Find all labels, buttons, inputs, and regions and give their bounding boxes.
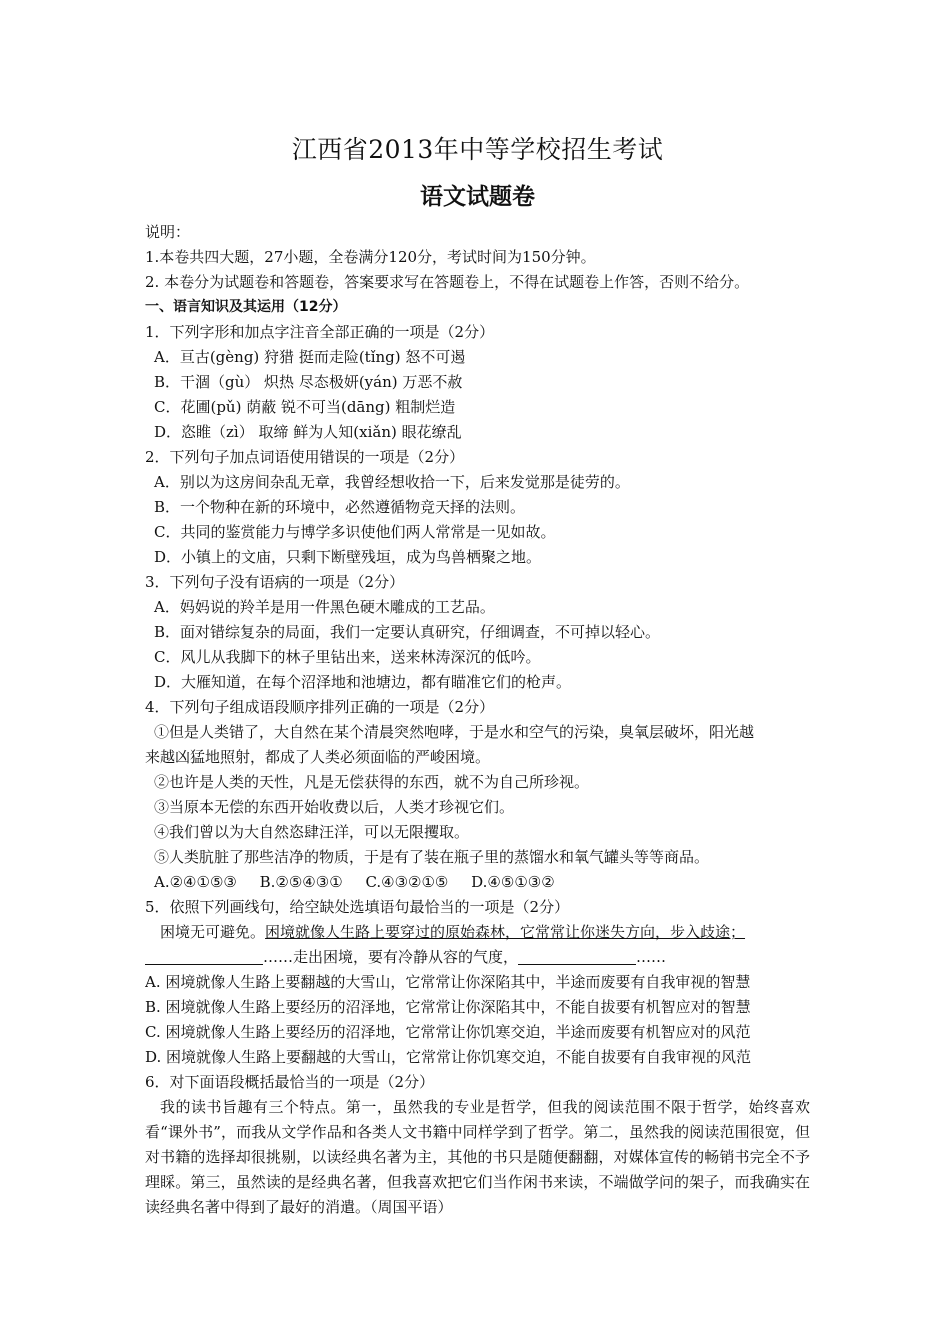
option-d: D．小镇上的文庙，只剩下断壁残垣，成为鸟兽栖聚之地。 [154, 548, 542, 566]
option-d: D．恣睢（zì） 取缔 鲜为人知(xiǎn) 眼花缭乱 [154, 423, 462, 441]
question-stem: 6．对下面语段概括最恰当的一项是（2分） [145, 1073, 435, 1091]
option-c: C. 困境就像人生路上要经历的沼泽地，它常常让你饥寒交迫，半途而废要有机智应对的风范 [145, 1023, 751, 1041]
option-a: A.②④①⑤③ [154, 873, 237, 891]
sentence-5: ⑤人类肮脏了那些洁净的物质，于是有了装在瓶子里的蒸馏水和氧气罐头等等商品。 [154, 848, 710, 866]
option-c: C．花圃(pǔ) 荫蔽 锐不可当(dāng) 粗制烂造 [154, 398, 456, 416]
sentence-1-cont: 来越凶猛地照射，都成了人类必须面临的严峻困境。 [145, 748, 491, 766]
option-a: A．妈妈说的羚羊是用一件黑色硬木雕成的工艺品。 [154, 598, 495, 616]
question-stem: 5．依照下列画线句，给空缺处选填语句最恰当的一项是（2分） [145, 898, 570, 916]
exam-page [145, 128, 810, 1220]
instructions-label: 说明： [145, 223, 191, 241]
q5-mid: ……走出困境，要有冷静从容的气度， [263, 948, 519, 966]
option-d: D. 困境就像人生路上要翻越的大雪山，它常常让你饥寒交迫，不能自拔要有自我审视的风范 [145, 1048, 752, 1066]
question-stem: 1．下列字形和加点字注音全部正确的一项是（2分） [145, 323, 495, 341]
answer-blank [145, 947, 263, 965]
option-a: A．别以为这房间杂乱无章，我曾经想收拾一下，后来发觉那是徒劳的。 [154, 473, 630, 491]
question-stem: 3．下列句子没有语病的一项是（2分） [145, 573, 405, 591]
question-stem: 4．下列句子组成语段顺序排列正确的一项是（2分） [145, 698, 495, 716]
option-b: B.②⑤④③① [259, 873, 343, 891]
sentence-2: ②也许是人类的天性，凡是无偿获得的东西，就不为自己所珍视。 [154, 773, 590, 791]
q5-prompt [145, 920, 810, 945]
q5-prompt-cont [145, 945, 810, 970]
sentence-4: ④我们曾以为大自然恣肆汪洋，可以无限攫取。 [154, 823, 470, 841]
option-d: D.④⑤①③② [471, 873, 555, 891]
q4-options [145, 870, 810, 895]
q5-tail: …… [636, 948, 667, 966]
instruction-item: 2. 本卷分为试题卷和答题卷，答案要求写在答题卷上，不得在试题卷上作答，否则不给分。 [145, 273, 750, 291]
instruction-item: 1.本卷共四大题，27小题，全卷满分120分，考试时间为150分钟。 [145, 248, 596, 266]
reading-passage: 我的读书旨趣有三个特点。第一，虽然我的专业是哲学，但我的阅读范围不限于哲学，始终喜欢看“课外书”，而我从文学作品和各类人文书籍中同样学到了哲学。第二，虽然我的阅读范围很宽，但对书籍的选择却很挑剔，以读经典名著为主，其他的书只是随便翻翻，对媒体宣传的畅销书完全不予理睬。第三，虽然读的是经典名著，但我喜欢把它们当作闲书来读，不端做学问的架子，而我确实在读经典名著中得到了最好的消遣。（周国平语） [145, 1098, 810, 1216]
option-b: B．面对错综复杂的局面，我们一定要认真研究，仔细调查，不可掉以轻心。 [154, 623, 661, 641]
sentence-1: ①但是人类错了，大自然在某个清晨突然咆哮，于是水和空气的污染，臭氧层破坏，阳光越 [154, 723, 755, 741]
underlined-sentence: 困境就像人生路上要穿过的原始森林，它常常让你迷失方向，步入歧途； [265, 923, 746, 941]
exam-subtitle: 语文试题卷 [420, 183, 535, 210]
option-c: C．共同的鉴赏能力与博学多识使他们两人常常是一见如故。 [154, 523, 556, 541]
option-b: B. 困境就像人生路上要经历的沼泽地，它常常让你深陷其中，不能自拔要有机智应对的智慧 [145, 998, 751, 1016]
section-heading: 一、语言知识及其运用（12分） [145, 299, 347, 315]
option-a: A. 困境就像人生路上要翻越的大雪山，它常常让你深陷其中，半途而废要有自我审视的智慧 [145, 973, 751, 991]
option-d: D．大雁知道，在每个沼泽地和池塘边，都有瞄准它们的枪声。 [154, 673, 572, 691]
option-c: C．风儿从我脚下的林子里钻出来，送来林涛深沉的低吟。 [154, 648, 541, 666]
q5-lead: 困境无可避免。 [160, 923, 266, 941]
option-a: A．亘古(gèng) 狩猎 挺而走险(tǐng) 怒不可遏 [154, 348, 466, 366]
option-c: C.④③②①⑤ [365, 873, 449, 891]
sentence-3: ③当原本无偿的东西开始收费以后，人类才珍视它们。 [154, 798, 515, 816]
exam-title: 江西省2013年中等学校招生考试 [291, 135, 664, 164]
question-stem: 2．下列句子加点词语使用错误的一项是（2分） [145, 448, 465, 466]
option-b: B．干涸（gù） 炽热 尽态极妍(yán) 万恶不赦 [154, 373, 463, 391]
answer-blank [518, 947, 636, 965]
option-b: B．一个物种在新的环境中，必然遵循物竞天择的法则。 [154, 498, 526, 516]
